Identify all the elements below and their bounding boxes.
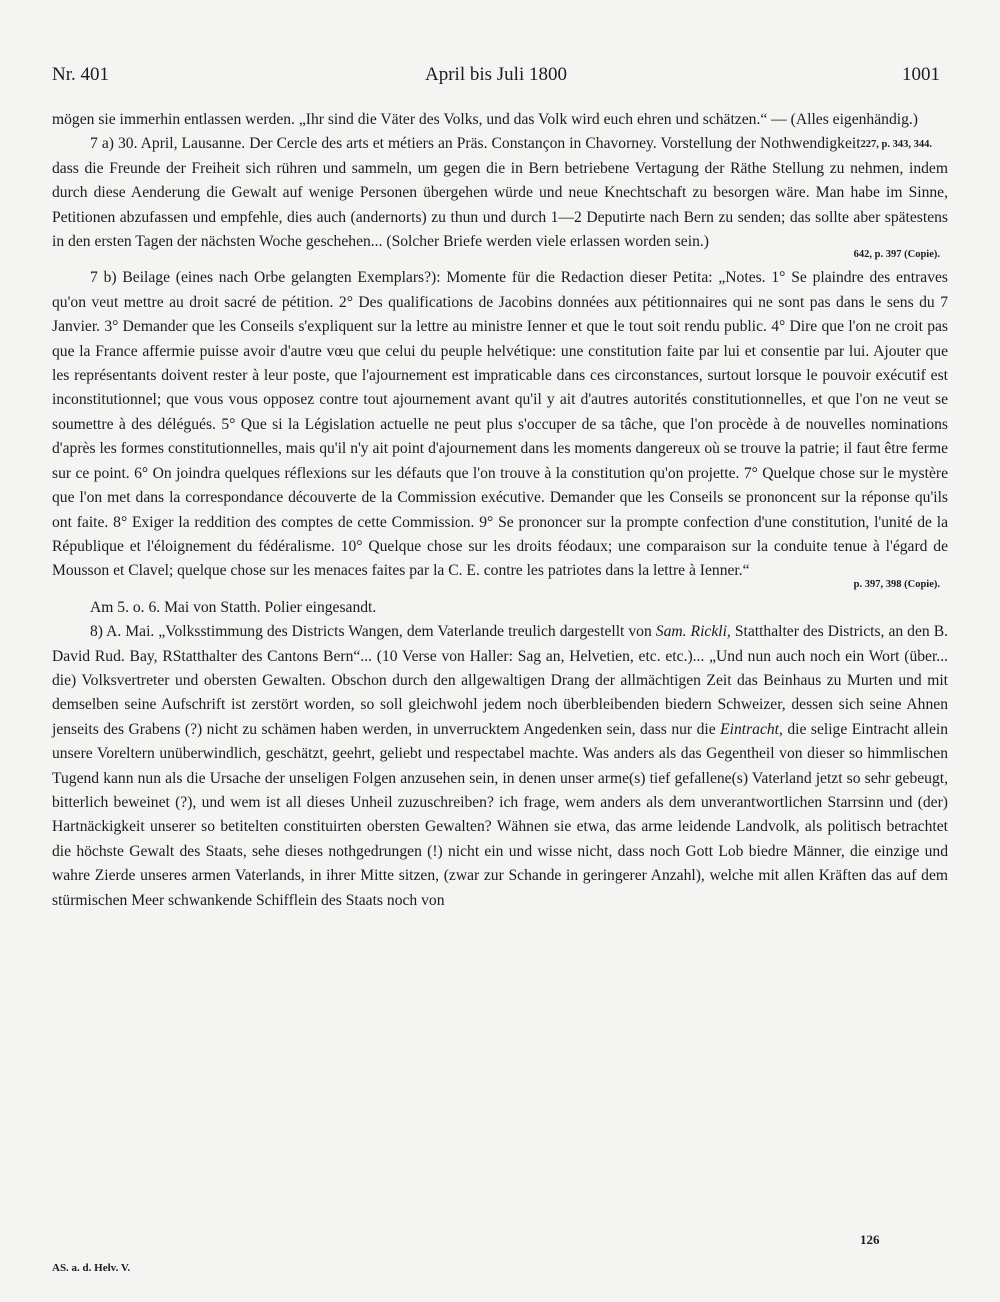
paragraph-7b-reference: p. 397, 398 (Copie). [853, 578, 940, 590]
page-body [52, 108, 948, 913]
volume-signature: AS. a. d. Helv. V. [52, 1262, 131, 1274]
paragraph-7a-reference: 642, p. 397 (Copie). [853, 249, 940, 261]
emphasis-eintracht: Eintracht, [720, 720, 783, 738]
running-title: April bis Juli 1800 [425, 64, 567, 85]
page-number: 1001 [902, 64, 940, 85]
document-number: Nr. 401 [52, 64, 109, 85]
paragraph-8-text-part-1: 8) A. Mai. „Volksstimmung des Districts Wangen, dem Vaterlande treulich dargestellt von [90, 623, 656, 641]
paragraph-1 [52, 108, 948, 151]
paragraph-8-text-part-3: die selige Eintracht allein unsere Voreltern unüberwindlich, geschätzt, geehrt, geliebt und respectabel machte. Was anders als das Gegentheil von dieser so himmlischen Tugend kann nun als die Ursache der unseligen Folgen anzusehen sein, in denen unser arme(s) tief gefallene(s) Vaterland jetzt so sehr gebeugt, bitterlich beweinet (?), und wem ist all dieses Unheil zuzuschreiben? ich frage, wem anders als dem unverantwortlichen Starrsinn und (der) Hartnäckigkeit unserer so betitelten constituirten obersten Gewalten? Wähnen sie etwa, das arme leidende Landvolk, als politisch betrachtet die höchste Gewalt des Staats, sehe dieses nothgedrungen (!) nicht ein und wisse nicht, dass noch Gott Lob biedre Männer, die einzige und wahre Zierde unseres armen Vaterlands, in ihrer Mitte sitzen, (zwar zur Schande in geringerer Anzahl), welche mit allen Kräften das auf dem stürmischen Meer schwankende Schifflein des Staats noch von [52, 720, 948, 909]
paragraph-7b-text: 7 b) Beilage (eines nach Orbe gelangten Exemplars?): Momente für die Redaction dieser Petita: „Notes. 1° Se plaindre des entraves qu'on veut mettre au droit sacré de pétition. 2° Des qualifications de Jacobins données aux pétitionnaires qui ne sont pas dans le sens du 7 Janvier. 3° Demander que les Conseils s'expliquent sur la lettre au ministre Ienner et que le tout soit rendu public. 4° Dire que l'on ne croit pas que la France affermie puisse avoir d'autre vœu que celui du peuple helvétique: une constitution faite par lui et consentie par lui. Ajouter que les représentants doivent rester à leur poste, que l'ajournement est impraticable dans ces circonstances, surtout lorsque le pouvoir exécutif est inconstitutionnel; que vous vous opposez contre tout ajournement avant qu'il y ait d'autres autorités constitutionnelles, et que l'on ne veut se soumettre à des délégués. 5° Que si la Législation actuelle ne peut plus s'occuper de sa tâche, que l'on procède à de nouvelles nominations d'après les formes constitutionnelles, mais qu'il n'y ait point d'ajournement dans les moments dangereux où se trouve la patrie; il faut être ferme sur ce point. 6° On joindra quelques réflexions sur les défauts que l'on trouve à la constitution qu'on projette. 7° Quelque chose sur le mystère que l'on met dans la correspondance découverte de la Commission exécutive. Demander que les Conseils se prononcent sur la réponse qu'ils ont faite. 8° Exiger la reddition des comptes de cette Commission. 9° Se prononcer sur la prompte confection d'une constitution, l'unité de la République et l'éloignement du fédéralisme. 10° Quelque chose sur les droits féodaux; une comparaison sur la conduite tenue à l'égard de Mousson et Clavel; quelque chose sur les menaces faites par la C. E. contre les patriotes dans la lettre à Ienner.“ [52, 269, 948, 580]
paragraph-1-reference: 227, p. 343, 344. [860, 139, 932, 151]
paragraph-1-text: mögen sie immerhin entlassen werden. „Ihr sind die Väter des Volks, und das Volk wird euch ehren und schätzen.“ — (Alles eigenhändig.) [52, 111, 918, 128]
paragraph-8 [52, 620, 948, 913]
paragraph-8-text-part-2: Statthalter des Districts, an den B. David Rud. Bay, RStatthalter des Cantons Bern“... (10 Verse von Haller: Sag an, Helvetien, etc. etc.)... „Und nun auch noch ein Wort (über... die) Volksvertreter und obersten Gewalten. Obschon durch den allgewaltigen Drang der allmächtigen Zeit das Beinhaus zu Murten und mit demselben seine Aufschrift ist zerstört worden, so soll gleichwohl jedem noch überbleibenden biedern Schweizer, dessen sich seine Ahnen jenseits des Grabens (?) nicht zu schämen haben werden, in unverrucktem Angedenken sein, dass nur die [52, 623, 948, 738]
paragraph-7a [52, 132, 948, 254]
paragraph-submission-note [52, 596, 948, 620]
submission-note-text: Am 5. o. 6. Mai von Statth. Polier eingesandt. [90, 598, 377, 616]
author-name: Sam. Rickli, [655, 623, 731, 641]
page-header [52, 64, 940, 94]
sheet-number: 126 [860, 1232, 880, 1247]
paragraph-7a-text: 7 a) 30. April, Lausanne. Der Cercle des arts et métiers an Präs. Constançon in Chavorney. Vorstellung der Nothwendigkeit dass die Freunde der Freiheit sich rühren und sammeln, um gegen die in Bern betriebene Vertagung der Räthe Stellung zu nehmen, indem durch diese Aenderung die Gewalt auf wenige Personen übergehen würde und neue Knechtschaft zu besorgen wäre. Man habe im Sinne, Petitionen abzufassen und empfehle, dies auch (andernorts) zu thun und durch 1—2 Deputirte nach Bern zu senden; das sollte aber spätestens in den ersten Tagen der nächsten Woche geschehen... (Solcher Briefe werden viele erlassen worden sein.) [52, 135, 948, 251]
paragraph-7b [52, 266, 948, 583]
